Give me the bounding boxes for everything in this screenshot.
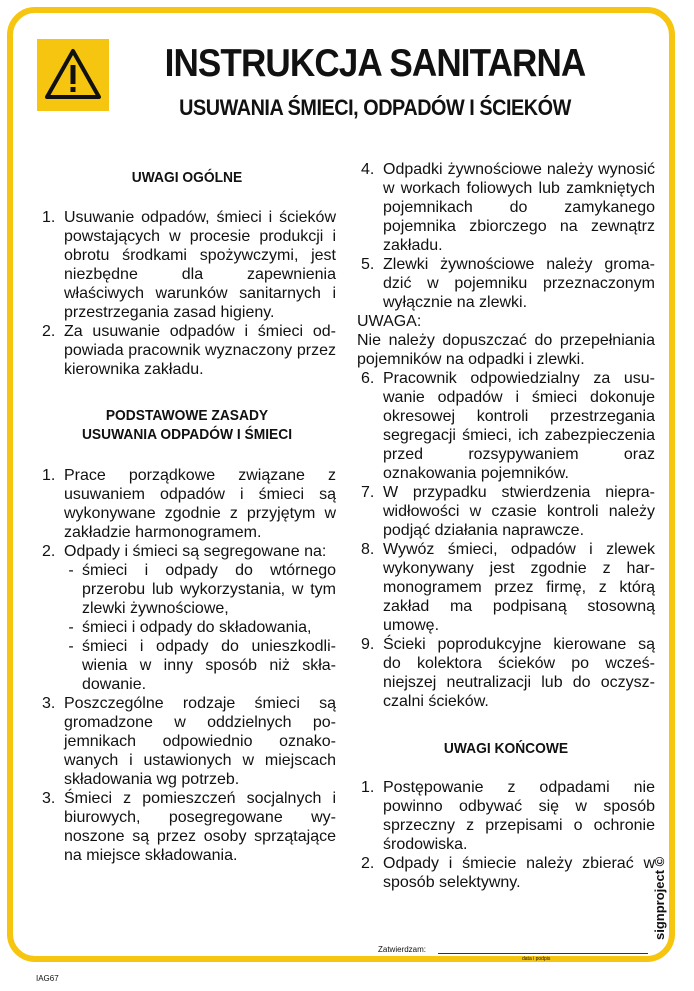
list-item bbox=[357, 369, 655, 483]
item-number: 8. bbox=[361, 541, 375, 558]
principles-heading-line2: USUWANIA ODPADÓW I ŚMIECI bbox=[81, 426, 293, 443]
item-number: 6. bbox=[361, 370, 375, 387]
sub-text: śmieci i odpady do unieszkodliwienia w inny sposób niż składowanie. bbox=[82, 638, 336, 693]
item-text: Odpady i śmiecie należy zbierać w sposób selektywny. bbox=[383, 855, 655, 891]
note-text: Nie należy dopuszczać do przepełniania pojemników na odpadki i zlewki. bbox=[357, 332, 655, 368]
item-number: 1. bbox=[361, 779, 375, 796]
general-heading: UWAGI OGÓLNE bbox=[131, 169, 243, 186]
list-item bbox=[357, 255, 655, 312]
sub-dash: - bbox=[68, 619, 74, 636]
item-text: Odpadki żywnościowe należy wynosić w workach foliowych lub zamkniętych pojemnikach do zamykanego pojemnika zbiorczego na zewnątrz zakładu. bbox=[383, 161, 655, 254]
approve-note: data i podpis bbox=[522, 956, 551, 962]
list-item bbox=[38, 322, 336, 379]
item-text: Śmieci z pomieszczeń socjalnych i biurowych, posegregowane wynoszone są przez osoby sprzątające na miejsce składowania. bbox=[64, 790, 336, 864]
brand-mark: signproject © bbox=[652, 856, 667, 940]
list-item bbox=[38, 466, 336, 542]
item-number: 2. bbox=[42, 543, 56, 560]
list-item bbox=[38, 542, 336, 561]
right-column bbox=[357, 160, 655, 892]
list-item bbox=[357, 483, 655, 540]
list-item bbox=[357, 778, 655, 854]
item-number: 2. bbox=[361, 855, 375, 872]
final-heading: UWAGI KOŃCOWE bbox=[443, 740, 569, 757]
note-label: UWAGA: bbox=[357, 313, 422, 330]
item-text: Prace porządkowe związane z usuwaniem odpadów i śmieci są wykonywane zgodnie z przyjętym w zakładzie harmonogramem. bbox=[64, 467, 336, 541]
item-text: W przypadku stwierdzenia nieprawidłowości w czasie kontroli należy podjąć działania naprawcze. bbox=[383, 484, 655, 539]
sub-item bbox=[60, 618, 336, 637]
item-text: Ścieki poprodukcyjne kierowane są do kolektora ścieków po wcześniejszej neutralizacji lub do oczyszczalni ścieków. bbox=[383, 636, 655, 710]
list-item bbox=[357, 854, 655, 892]
item-text: Poszczególne rodzaje śmieci są gromadzone w oddzielnych pojemnikach odpowiednio oznakowanych i ustawionych w miejscach składowania wg potrzeb. bbox=[64, 695, 336, 788]
sub-text: śmieci i odpady do składowania, bbox=[82, 619, 312, 636]
item-text: Zlewki żywnościowe należy gromadzić w pojemniku przeznaczonym wyłącznie na zlewki. bbox=[383, 256, 655, 311]
sub-text: śmieci i odpady do wtórnego przerobu lub wykorzystania, w tym zlewki żywnościowe, bbox=[82, 562, 336, 617]
list-item bbox=[357, 540, 655, 635]
warning-triangle-icon bbox=[44, 47, 102, 101]
approve-label: Zatwierdzam: bbox=[378, 945, 427, 954]
left-column bbox=[38, 160, 336, 865]
item-number: 9. bbox=[361, 636, 375, 653]
sub-item bbox=[60, 561, 336, 618]
warning-box bbox=[37, 39, 109, 111]
item-number: 5. bbox=[361, 256, 375, 273]
item-text: Pracownik odpowiedzialny za usuwanie odpadów i śmieci dokonuje okresowej kontroli przestrzegania segregacji śmieci, ich zabezpieczenia przed rozsypywaniem oraz oznakowania pojemników. bbox=[383, 370, 655, 482]
principles-heading-line1: PODSTAWOWE ZASADY bbox=[105, 407, 269, 424]
item-text: Wywóz śmieci, odpadów i zlewek wykonywany jest zgodnie z harmonogramem przez firmę, z którą zakład ma podpisaną stosowną umowę. bbox=[383, 541, 655, 634]
list-item bbox=[357, 635, 655, 711]
list-item bbox=[357, 160, 655, 255]
sub-item bbox=[60, 637, 336, 694]
item-number: 3. bbox=[42, 695, 56, 712]
item-text: Usuwanie odpadów, śmieci i ścieków powstających w procesie produkcji i obrotu środkami spożywczymi, jest niezbędne dla zapewnienia właściwych warunków sanitarnych i przestrzegania zasad higieny. bbox=[64, 209, 336, 321]
page-subtitle: USUWANIA ŚMIECI, ODPADÓW I ŚCIEKÓW bbox=[179, 95, 571, 120]
list-item bbox=[38, 694, 336, 789]
signature-line bbox=[438, 953, 648, 954]
item-number: 7. bbox=[361, 484, 375, 501]
item-number: 3. bbox=[42, 790, 56, 807]
list-item bbox=[38, 208, 336, 322]
item-number: 4. bbox=[361, 161, 375, 178]
product-code: IAG67 bbox=[36, 974, 59, 983]
item-text: Postępowanie z odpadami nie powinno odbywać się w sposób sprzeczny z przepisami o ochronie środowiska. bbox=[383, 779, 655, 853]
item-number: 1. bbox=[42, 467, 56, 484]
sub-dash: - bbox=[68, 638, 74, 655]
page-title: INSTRUKCJA SANITARNA bbox=[164, 42, 586, 85]
list-item bbox=[38, 789, 336, 865]
item-number: 2. bbox=[42, 323, 56, 340]
item-text: Odpady i śmieci są segregowane na: bbox=[64, 543, 327, 560]
item-number: 1. bbox=[42, 209, 56, 226]
item-text: Za usuwanie odpadów i śmieci odpowiada pracownik wyznaczony przez kierownika zakładu. bbox=[64, 323, 336, 378]
sub-dash: - bbox=[68, 562, 74, 579]
